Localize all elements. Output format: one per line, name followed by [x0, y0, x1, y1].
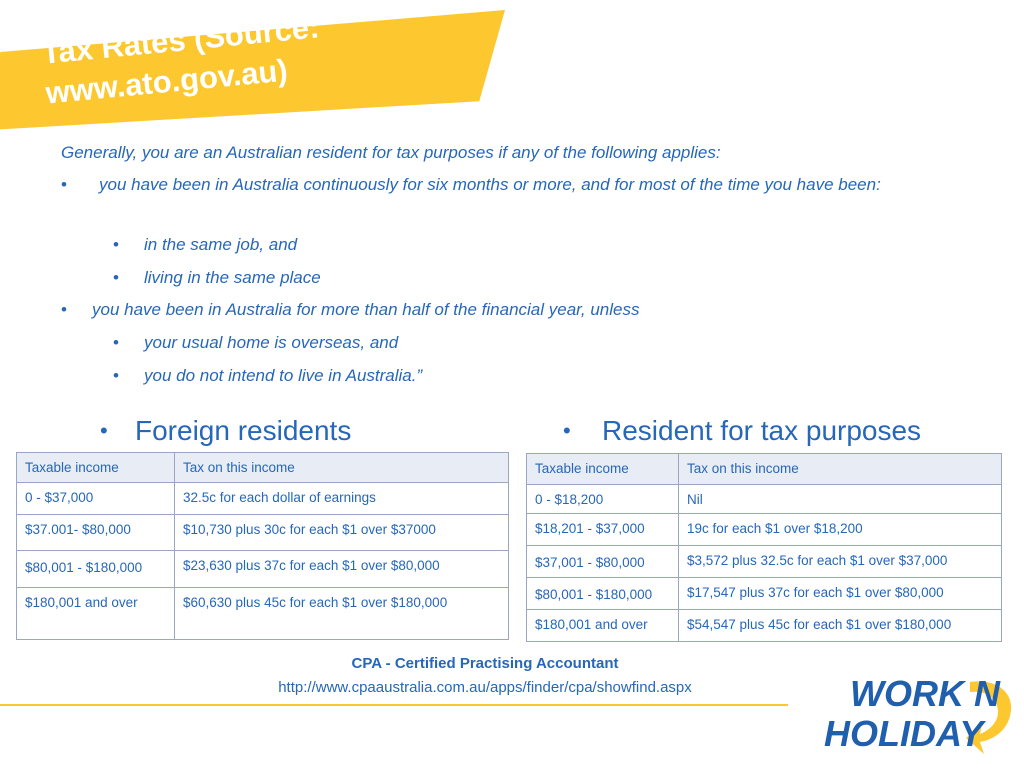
- foreign-residents-heading: [100, 414, 440, 448]
- table-cell: 32.5c for each dollar of earnings: [175, 483, 509, 515]
- bullet-dot: •: [563, 418, 571, 443]
- table-cell: $60,630 plus 45c for each $1 over $180,000: [175, 588, 509, 640]
- table-cell: $180,001 and over: [17, 588, 175, 640]
- intro-text: Generally, you are an Australian resident for tax purposes if any of the following applies:: [61, 143, 721, 162]
- logo-text-line1: WORK N: [850, 673, 1000, 714]
- table-row: [527, 578, 1002, 610]
- bullet-text: in the same job, and: [144, 235, 298, 254]
- table-cell: $23,630 plus 37c for each $1 over $80,000: [175, 551, 509, 588]
- footer-divider: [0, 704, 788, 706]
- heading-text: Foreign residents: [135, 415, 352, 446]
- table-row: [527, 546, 1002, 578]
- column-header: Taxable income: [17, 453, 175, 483]
- bullet-text: you do not intend to live in Australia.”: [144, 366, 423, 385]
- table-cell: $18,201 - $37,000: [527, 514, 679, 546]
- bullet-dot: •: [61, 300, 67, 319]
- column-header: Tax on this income: [175, 453, 509, 483]
- column-header: Taxable income: [527, 454, 679, 485]
- table-cell: $80,001 - $180,000: [527, 578, 679, 610]
- cpa-info: [210, 652, 760, 700]
- table-cell: $3,572 plus 32.5c for each $1 over $37,000: [679, 546, 1002, 578]
- bullet-dot: •: [113, 333, 119, 352]
- bullet-text: living in the same place: [144, 268, 321, 287]
- table-cell: $37,001 - $80,000: [527, 546, 679, 578]
- table-cell: 0 - $18,200: [527, 485, 679, 514]
- slide-title: Tax Rates (Source: www.ato.gov.au): [40, 9, 321, 111]
- table-row: [17, 483, 509, 515]
- column-header: Tax on this income: [679, 454, 1002, 485]
- heading-text: Resident for tax purposes: [602, 415, 922, 446]
- table-cell: $54,547 plus 45c for each $1 over $180,000: [679, 610, 1002, 642]
- table-row: [17, 551, 509, 588]
- sub-bullet-item: [113, 232, 613, 258]
- table-cell: 0 - $37,000: [17, 483, 175, 515]
- table-row: [17, 515, 509, 551]
- sub-bullet-item: [113, 330, 613, 356]
- sub-bullet-item: [113, 265, 613, 291]
- bullet-dot: •: [113, 366, 119, 385]
- table-cell: $17,547 plus 37c for each $1 over $80,000: [679, 578, 1002, 610]
- foreign-tax-table: [16, 452, 509, 640]
- table-cell: $180,001 and over: [527, 610, 679, 642]
- bullet-text: you have been in Australia continuously for six months or more, and for most of the time you have been:: [99, 175, 881, 194]
- bullet-dot: •: [113, 268, 119, 287]
- cpa-link[interactable]: http://www.cpaaustralia.com.au/apps/finder/cpa/showfind.aspx: [278, 679, 692, 696]
- table-row: [527, 514, 1002, 546]
- table-cell: $37.001- $80,000: [17, 515, 175, 551]
- bullet-dot: •: [113, 235, 119, 254]
- resident-heading: [563, 414, 1003, 448]
- table-row: [527, 485, 1002, 514]
- table-cell: Nil: [679, 485, 1002, 514]
- bullet-item: [61, 172, 961, 198]
- table-header-row: [527, 454, 1002, 485]
- cpa-title: CPA - Certified Practising Accountant: [351, 655, 619, 672]
- table-header-row: [17, 453, 509, 483]
- work-n-holiday-logo: [820, 668, 1020, 758]
- bullet-dot: •: [61, 175, 67, 194]
- bullet-text: your usual home is overseas, and: [144, 333, 399, 352]
- logo-text-line2: HOLIDAY: [824, 713, 984, 754]
- bullet-item: [61, 297, 961, 323]
- table-cell: $10,730 plus 30c for each $1 over $37000: [175, 515, 509, 551]
- resident-tax-table: [526, 453, 1002, 642]
- bullet-dot: •: [100, 418, 108, 443]
- table-cell: 19c for each $1 over $18,200: [679, 514, 1002, 546]
- table-row: [17, 588, 509, 640]
- table-cell: $80,001 - $180,000: [17, 551, 175, 588]
- bullet-text: you have been in Australia for more than half of the financial year, unless: [92, 300, 640, 319]
- sub-bullet-item: [113, 363, 613, 389]
- table-row: [527, 610, 1002, 642]
